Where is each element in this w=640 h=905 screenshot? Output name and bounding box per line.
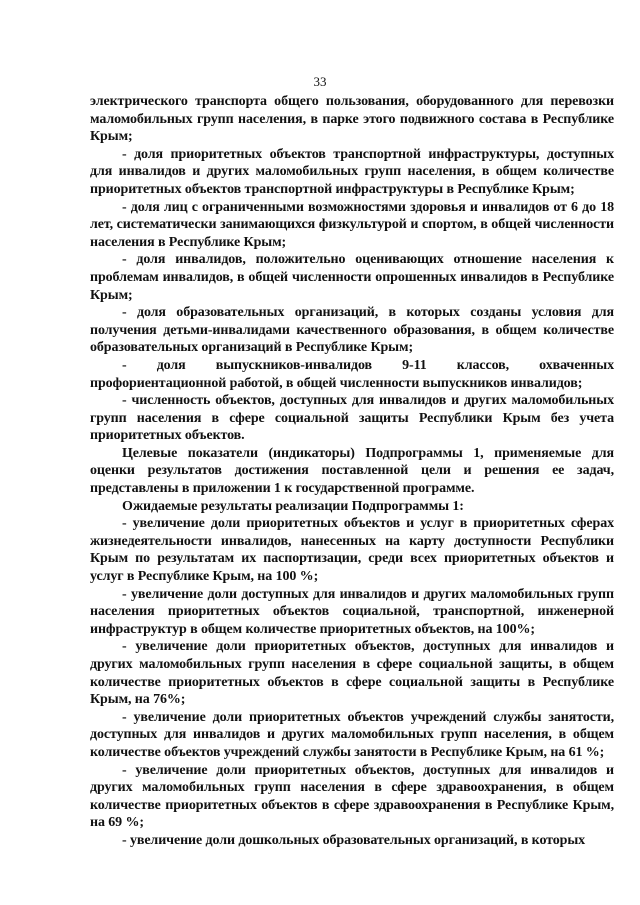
paragraph-15: - увеличение доли дошкольных образовательных организаций, в которых	[122, 832, 586, 848]
paragraph-11: - увеличение доли доступных для инвалидов и других маломобильных групп населения приоритетных объектов социальной, транспортной, инженерной инфраструктур в общем количестве приоритетных объектов, на 100%;	[90, 586, 614, 637]
paragraph-4: - доля инвалидов, положительно оценивающих отношение населения к проблемам инвалидов, в общей численности опрошенных инвалидов в Республике Крым;	[90, 252, 614, 303]
paragraph-9: Ожидаемые результаты реализации Подпрограммы 1:	[122, 498, 464, 514]
document-body	[90, 93, 614, 850]
paragraph-2: - доля приоритетных объектов транспортной инфраструктуры, доступных для инвалидов и других маломобильных групп населения, в общем количестве приоритетных объектов транспортной инфраструктуры в Республике Крым;	[90, 146, 614, 197]
paragraph-10: - увеличение доли приоритетных объектов и услуг в приоритетных сферах жизнедеятельности инвалидов, нанесенных на карту доступности Республики Крым по результатам их паспортизации, среди всех приоритетных объектов и услуг в Республике Крым, на 100 %;	[90, 516, 614, 585]
paragraph-6: - доля выпускников-инвалидов 9-11 классов, охваченных профориентационной работой, в общей численности выпускников инвалидов;	[90, 357, 614, 391]
paragraph-12: - увеличение доли приоритетных объектов, доступных для инвалидов и других маломобильных групп населения в сфере социальной защиты, в общем количестве приоритетных объектов в сфере социальной защиты в Республике Крым, на 76%;	[90, 639, 614, 708]
paragraph-7: - численность объектов, доступных для инвалидов и других маломобильных групп населения в сфере социальной защиты Республики Крым без учета приоритетных объектов.	[90, 393, 614, 444]
paragraph-13: - увеличение доли приоритетных объектов учреждений службы занятости, доступных для инвалидов и других маломобильных групп населения, в общем количестве объектов учреждений службы занятости в Республике Крым, на 61 %;	[90, 709, 614, 760]
paragraph-1: электрического транспорта общего пользования, оборудованного для перевозки маломобильных групп населения, в парке этого подвижного состава в Республике Крым;	[90, 94, 614, 145]
paragraph-3: - доля лиц с ограниченными возможностями здоровья и инвалидов от 6 до 18 лет, систематически занимающихся физкультурой и спортом, в общей численности населения в Республике Крым;	[90, 199, 614, 250]
paragraph-14: - увеличение доли приоритетных объектов, доступных для инвалидов и других маломобильных групп населения в сфере здравоохранения, в общем количестве приоритетных объектов в сфере здравоохранения в Республике Крым, на 69 %;	[90, 762, 614, 831]
page-number: 33	[313, 74, 327, 89]
paragraph-5: - доля образовательных организаций, в которых созданы условия для получения детьми-инвалидами качественного образования, в общем количестве образовательных организаций в Республике Крым;	[90, 305, 614, 356]
paragraph-8: Целевые показатели (индикаторы) Подпрограммы 1, применяемые для оценки результатов достижения поставленной цели и решения ее задач, представлены в приложении 1 к государственной программе.	[90, 445, 614, 497]
